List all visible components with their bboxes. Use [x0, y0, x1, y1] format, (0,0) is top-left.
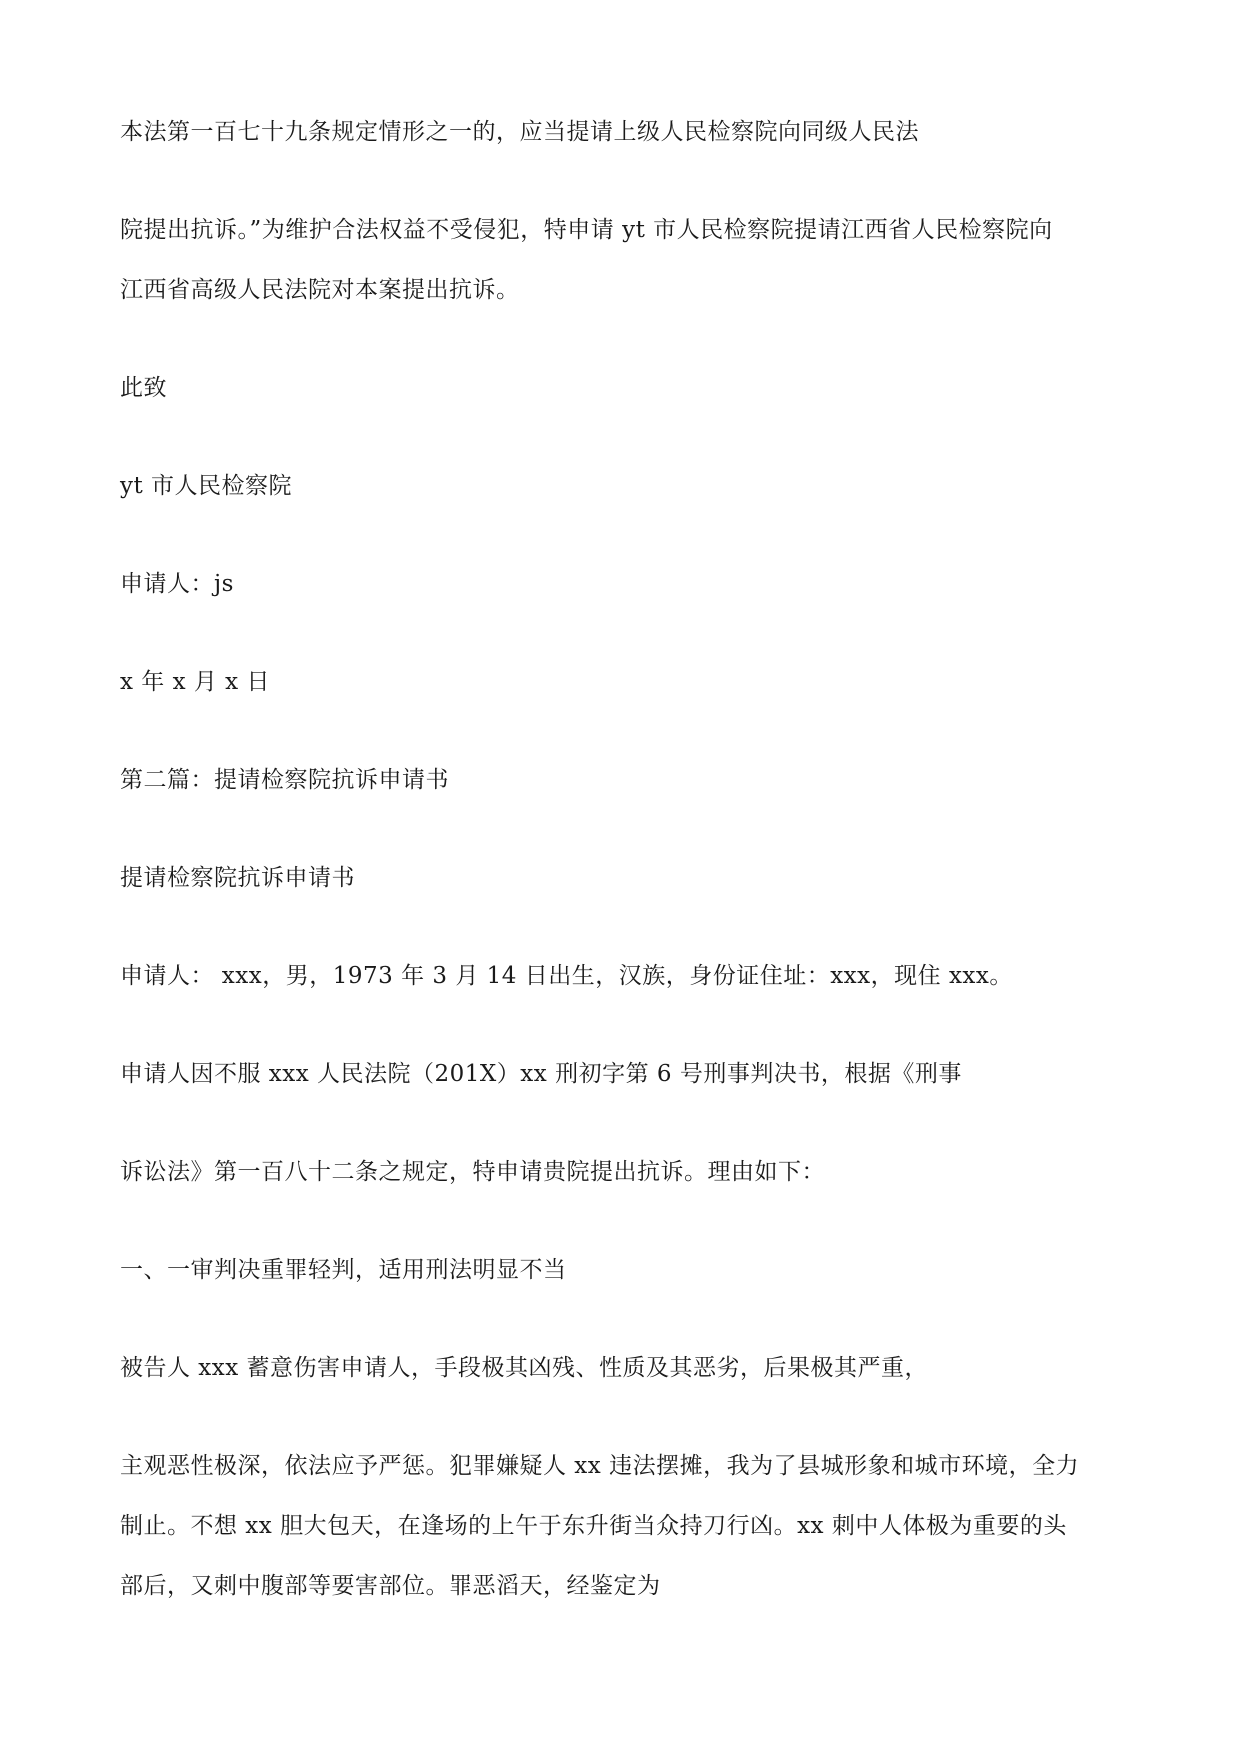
text-line-1: 本法第一百七十九条规定情形之一的，应当提请上级人民检察院向同级人民法: [120, 119, 919, 145]
text-line-3: 江西省高级人民法院对本案提出抗诉。: [120, 277, 520, 303]
salutation: 此致: [120, 375, 167, 401]
date-line: x 年 x 月 x 日: [120, 669, 270, 695]
applicant-info: 申请人： xxx，男，1973 年 3 月 14 日出生，汉族，身份证住址：xxx，现住 xxx。: [120, 963, 1013, 989]
text-line-15: 主观恶性极深，依法应予严惩。犯罪嫌疑人 xx 违法摆摊，我为了县城形象和城市环境，全力: [120, 1453, 1080, 1479]
text-line-11: 申请人因不服 xxx 人民法院（201X）xx 刑初字第 6 号刑事判决书，根据《刑事: [120, 1061, 962, 1087]
text-line-17: 部后，又刺中腹部等要害部位。罪恶滔天，经鉴定为: [120, 1573, 661, 1599]
text-line-16: 制止。不想 xx 胆大包天，在逢场的上午于东升街当众持刀行凶。xx 刺中人体极为重要的头: [120, 1513, 1067, 1539]
applicant-signature: 申请人：js: [120, 571, 234, 597]
recipient: yt 市人民检察院: [120, 473, 293, 499]
text-line-12: 诉讼法》第一百八十二条之规定，特申请贵院提出抗诉。理由如下：: [120, 1159, 825, 1185]
reason-heading-1: 一、一审判决重罪轻判，适用刑法明显不当: [120, 1257, 567, 1283]
section-heading: 第二篇：提请检察院抗诉申请书: [120, 767, 449, 793]
text-line-2: 院提出抗诉。”为维护合法权益不受侵犯，特申请 yt 市人民检察院提请江西省人民检察院向: [120, 217, 1053, 243]
text-line-14: 被告人 xxx 蓄意伤害申请人，手段极其凶残、性质及其恶劣，后果极其严重，: [120, 1355, 929, 1381]
document-title: 提请检察院抗诉申请书: [120, 865, 355, 891]
